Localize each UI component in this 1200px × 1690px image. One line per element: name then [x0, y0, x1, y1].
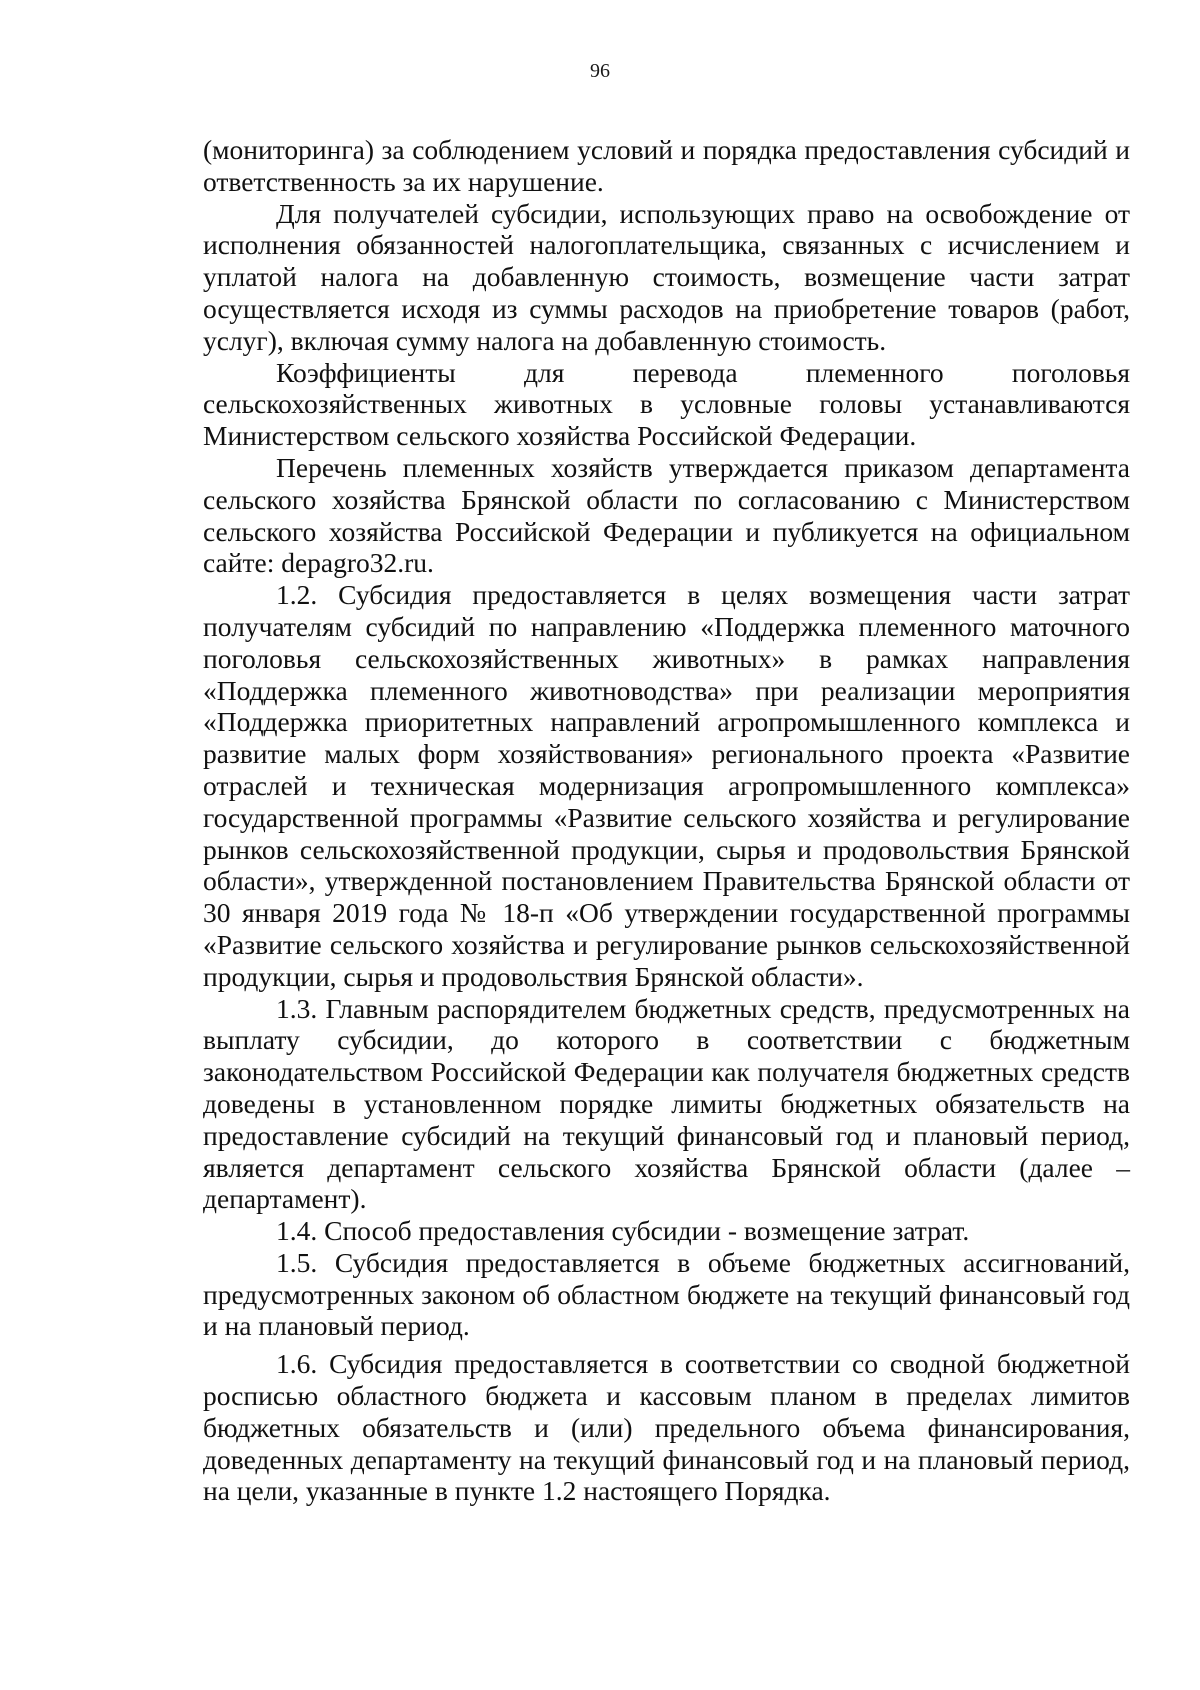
paragraph-coefficients: Коэффициенты для перевода племенного поголовья сельскохозяйственных животных в условные головы устанавливаются Министерством сельского хозяйства Российской Федерации. — [203, 356, 1130, 452]
paragraph-1-4: 1.4. Способ предоставления субсидии - возмещение затрат. — [276, 1215, 970, 1247]
document-body — [203, 134, 1130, 1507]
paragraph-breeding-farms-list: Перечень племенных хозяйств утверждается приказом департамента сельского хозяйства Брянской области по согласованию с Министерством сельского хозяйства Российской Федерации и публикуется на официальном сайте: depagro32.ru. — [203, 451, 1130, 579]
paragraph-1-6: 1.6. Субсидия предоставляется в соответствии со сводной бюджетной росписью областного бюджета и кассовым планом в пределах лимитов бюджетных обязательств и (или) предельного объема финансирования, доведенных департаменту на текущий финансовый год и на плановый период, на цели, указанные в пункте 1.2 настоящего Порядка. — [203, 1348, 1130, 1507]
paragraph-1-3: 1.3. Главным распорядителем бюджетных средств, предусмотренных на выплату субсидии, до которого в соответствии с бюджетным законодательством Российской Федерации как получателя бюджетных средств доведены в установленном порядке лимиты бюджетных обязательств на предоставление субсидий на текущий финансовый год и плановый период, является департамент сельского хозяйства Брянской области (далее – департамент). — [203, 992, 1130, 1215]
paragraph-monitoring: (мониторинга) за соблюдением условий и порядка предоставления субсидий и ответственность за их нарушение. — [203, 134, 1130, 197]
paragraph-vat-exemption: Для получателей субсидии, использующих право на освобождение от исполнения обязанностей налогоплательщика, связанных с исчислением и уплатой налога на добавленную стоимость, возмещение части затрат осуществляется исходя из суммы расходов на приобретение товаров (работ, услуг), включая сумму налога на добавленную стоимость. — [203, 197, 1130, 356]
paragraph-1-2: 1.2. Субсидия предоставляется в целях возмещения части затрат получателям субсидий по направлению «Поддержка племенного маточного поголовья сельскохозяйственных животных» в рамках направления «Поддержка племенного животноводства» при реализации мероприятия «Поддержка приоритетных направлений агропромышленного комплекса и развитие малых форм хозяйствования» регионального проекта «Развитие отраслей и техническая модернизация агропромышленного комплекса» государственной программы «Развитие сельского хозяйства и регулирование рынков сельскохозяйственной продукции, сырья и продовольствия Брянской области», утвержденной постановлением Правительства Брянской области от 30 января 2019 года № 18-п «Об утверждении государственной программы «Развитие сельского хозяйства и регулирование рынков сельскохозяйственной продукции, сырья и продовольствия Брянской области». — [203, 579, 1130, 992]
paragraph-1-5: 1.5. Субсидия предоставляется в объеме бюджетных ассигнований, предусмотренных законом об областном бюджете на текущий финансовый год и на плановый период. — [203, 1246, 1130, 1342]
page-number: 96 — [590, 60, 610, 82]
